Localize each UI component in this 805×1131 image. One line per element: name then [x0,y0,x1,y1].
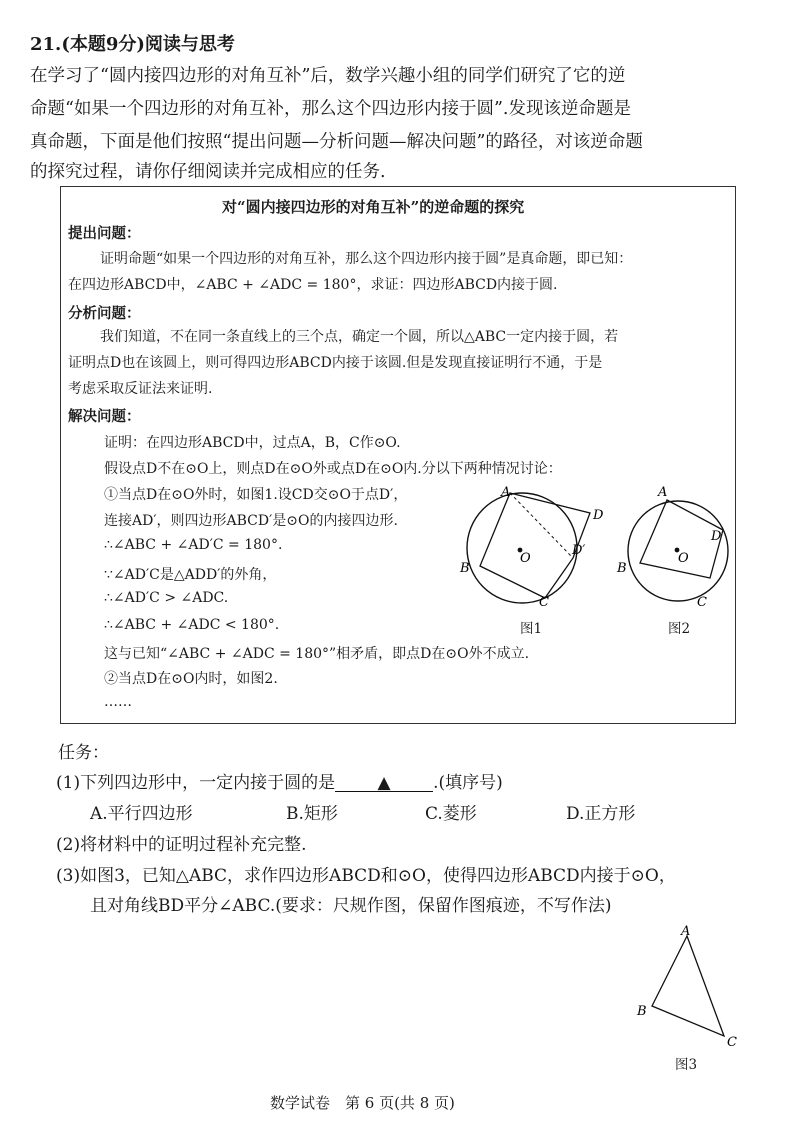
solve-line-10: ②当点D在⊙O内时，如图2. [104,671,278,687]
analyze-line-2: 证明点D也在该圆上，则可得四边形ABCD内接于该圆.但是发现直接证明行不通，于是 [68,355,603,371]
section-heading-solve: 解决问题： [68,408,141,425]
fig1-dashed-AD-prime [510,493,572,557]
fig1-label-A: A [501,485,511,500]
figure-1 [455,478,625,638]
fig1-label-D: D [593,508,604,523]
figure-3 [628,918,748,1050]
analyze-line-1: 我们知道，不在同一条直线上的三个点，确定一个圆，所以△ABC一定内接于圆，若 [100,329,619,345]
fig2-label-B: B [617,561,627,576]
fig1-label-B: B [460,561,470,576]
fig2-label-C: C [697,595,707,610]
intro-line-1: 在学习了“圆内接四边形的对角互补”后，数学兴趣小组的同学们研究了它的逆 [30,66,626,86]
propose-line-2: 在四边形ABCD中，∠ABC + ∠ADC = 180°，求证：四边形ABCD内接于圆. [68,277,558,293]
task-3-line-2: 且对角线BD平分∠ABC.(要求：尺规作图，保留作图痕迹，不写作法) [90,896,612,916]
solve-line-8: ∴∠ABC + ∠ADC < 180°. [104,617,280,633]
fig3-triangle [652,936,724,1036]
intro-line-2: 命题“如果一个四边形的对角互补，那么这个四边形内接于圆”.发现该逆命题是 [30,99,631,119]
fig2-label-D: D [711,529,722,544]
option-b: B.矩形 [286,804,338,824]
solve-line-4: 连接AD′，则四边形ABCD′是⊙O的内接四边形. [104,513,398,529]
solve-line-6: ∵∠AD′C是△ADD′的外角， [104,567,277,583]
section-heading-analyze: 分析问题： [68,305,141,322]
task-1-answer-blank: ▲ [335,773,433,792]
option-a: A.平行四边形 [90,804,193,824]
fig1-label-C: C [539,595,549,610]
solve-line-9: 这与已知“∠ABC + ∠ADC = 180°”相矛盾，即点D在⊙O外不成立. [104,646,530,662]
figure-2-caption: 图2 [668,621,691,637]
figure-1-caption: 图1 [520,621,543,637]
figure-2 [610,478,740,638]
fig3-label-B: B [637,1004,647,1019]
page-footer: 数学试卷 第 6 页(共 8 页) [270,1094,455,1112]
tasks-heading: 任务： [58,743,109,763]
option-c: C.菱形 [425,804,477,824]
intro-line-4: 的探究过程，请你仔细阅读并完成相应的任务. [30,162,386,182]
analyze-line-3: 考虑采取反证法来证明. [68,381,213,397]
task-1-suffix: .(填序号) [433,773,503,793]
figure-3-caption: 图3 [675,1057,698,1073]
fig3-label-A: A [681,924,691,939]
fig3-label-C: C [727,1035,737,1050]
option-d: D.正方形 [566,804,636,824]
fig2-label-O: O [678,551,689,566]
solve-line-5: ∴∠ABC + ∠AD′C = 180°. [104,537,283,553]
propose-line-1: 证明命题“如果一个四边形的对角互补，那么这个四边形内接于圆”是真命题，即已知： [100,251,633,267]
task-1-text: (1)下列四边形中，一定内接于圆的是 [56,773,336,793]
fig1-label-D-prime: D′ [572,543,586,558]
solve-line-1: 证明：在四边形ABCD中，过点A，B，C作⊙O. [104,435,401,451]
material-box-title: 对“圆内接四边形的对角互补”的逆命题的探究 [222,198,525,216]
task-2: (2)将材料中的证明过程补充完整. [56,835,307,855]
solve-line-2: 假设点D不在⊙O上，则点D在⊙O外或点D在⊙O内.分以下两种情况讨论： [104,461,562,477]
intro-line-3: 真命题，下面是他们按照“提出问题—分析问题—解决问题”的路径，对该逆命题 [30,132,643,152]
section-heading-propose: 提出问题： [68,225,141,242]
task-3-line-1: (3)如图3，已知△ABC，求作四边形ABCD和⊙O，使得四边形ABCD内接于⊙O， [56,866,676,886]
fig2-label-A: A [658,485,668,500]
question-number-title: 21.(本题9分)阅读与思考 [30,34,235,55]
fig1-label-O: O [520,551,531,566]
solve-line-7: ∴∠AD′C > ∠ADC. [104,590,229,606]
task-1 [56,768,503,793]
solve-line-11: …… [104,694,132,710]
solve-line-3: ①当点D在⊙O外时，如图1.设CD交⊙O于点D′， [104,487,408,503]
